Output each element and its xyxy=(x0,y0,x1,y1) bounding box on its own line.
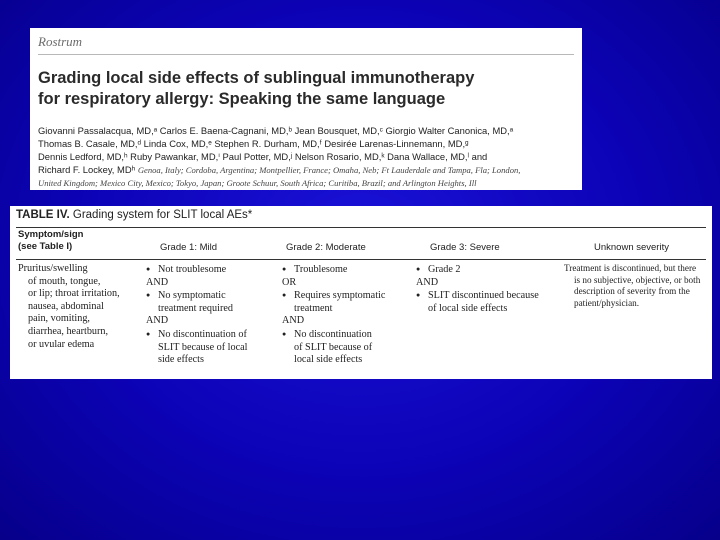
grade-2-bullet: ● No discontinuation of SLIT because of local side effects xyxy=(282,328,417,367)
symptom-line: pain, vomiting, xyxy=(28,313,90,325)
unknown-line: description of severity from the xyxy=(574,286,690,297)
header-symptom-line-2: (see Table I) xyxy=(18,241,73,252)
table-header-rule xyxy=(16,259,706,260)
grade-3-connector: AND xyxy=(416,276,439,288)
unknown-line: Treatment is discontinued, but there xyxy=(564,263,697,273)
symptom-line: or uvular edema xyxy=(28,338,95,350)
table-label: TABLE IV. xyxy=(16,209,70,221)
header-unknown: Unknown severity xyxy=(594,242,669,253)
grade-3-bullet: ● SLIT discontinued because of local side effects xyxy=(416,289,566,315)
grade-1-bullet: ● No symptomatic treatment required xyxy=(146,289,281,315)
symptom-line: nausea, abdominal xyxy=(28,300,104,312)
grade-1-connector: AND xyxy=(146,315,169,327)
grade-2-bullet: ● Requires symptomatic treatment xyxy=(282,289,417,315)
affiliations-line-1: Genoa, Italy; Cordoba, Argentina; Montpellier, France; Omaha, Neb; Ft Lauderdale and Tampa, Fla; London, xyxy=(137,165,521,175)
affiliations-line-2: United Kingdom; Mexico City, Mexico; Tokyo, Japan; Groote Schuur, South Africa; Curitiba, Brazil; and Arlington Heights, Ill xyxy=(38,178,477,188)
grade-1-cell xyxy=(146,263,281,367)
authors-line-4 xyxy=(38,163,578,177)
authors-line-2: Thomas B. Casale, MD,ᵈ Linda Cox, MD,ᵉ Stephen R. Durham, MD,ᶠ Desirée Larenas-Linnemann, MD,ᵍ xyxy=(38,138,469,149)
symptom-cell xyxy=(18,263,143,351)
header-grade-2: Grade 2: Moderate xyxy=(286,242,366,253)
header-divider xyxy=(38,54,574,55)
symptom-line: of mouth, tongue, xyxy=(28,275,101,287)
article-header-clipping xyxy=(30,28,582,190)
grade-2-connector: OR xyxy=(282,276,297,288)
header-symptom-line-1: Symptom/sign xyxy=(18,229,84,240)
article-title xyxy=(38,68,578,110)
grade-3-bullet: ● Grade 2 xyxy=(416,263,566,277)
grade-2-connector: AND xyxy=(282,315,305,327)
table-caption-text: Grading system for SLIT local AEs* xyxy=(72,209,253,221)
grade-2-bullet: ● Troublesome xyxy=(282,263,417,277)
symptom-line: Pruritus/swelling xyxy=(18,263,88,274)
authors-line-1: Giovanni Passalacqua, MD,ᵃ Carlos E. Baena-Cagnani, MD,ᵇ Jean Bousquet, MD,ᶜ Giorgio Walter Canonica, MD,ᵃ xyxy=(38,125,514,136)
unknown-severity-cell xyxy=(564,263,710,309)
grade-1-connector: AND xyxy=(146,276,169,288)
header-symptom xyxy=(18,229,83,253)
symptom-line: diarrhea, heartburn, xyxy=(28,325,109,337)
grade-3-cell xyxy=(416,263,566,315)
title-line-2: for respiratory allergy: Speaking the same language xyxy=(38,90,446,108)
unknown-line: patient/physician. xyxy=(574,297,640,308)
header-grade-3: Grade 3: Severe xyxy=(430,242,500,253)
authors-line-3: Dennis Ledford, MD,ʰ Ruby Pawankar, MD,ⁱ Paul Potter, MD,ʲ Nelson Rosario, MD,ᵏ Dana Wallace, MD,ˡ and xyxy=(38,151,488,162)
title-line-1: Grading local side effects of sublingual immunotherapy xyxy=(38,69,475,87)
table-clipping xyxy=(10,206,712,379)
unknown-line: is no subjective, objective, or both xyxy=(574,274,701,285)
author-last: Richard F. Lockey, MDʰ xyxy=(38,164,136,175)
symptom-line: or lip; throat irritation, xyxy=(28,288,120,300)
grade-1-bullet: ● No discontinuation of SLIT because of local side effects xyxy=(146,328,281,367)
grade-2-cell xyxy=(282,263,417,367)
table-caption xyxy=(16,209,252,221)
grade-1-bullet: ● Not troublesome xyxy=(146,263,281,277)
header-grade-1: Grade 1: Mild xyxy=(160,242,218,253)
table-top-rule xyxy=(16,227,706,228)
author-list xyxy=(38,124,578,190)
section-label: Rostrum xyxy=(38,34,83,49)
